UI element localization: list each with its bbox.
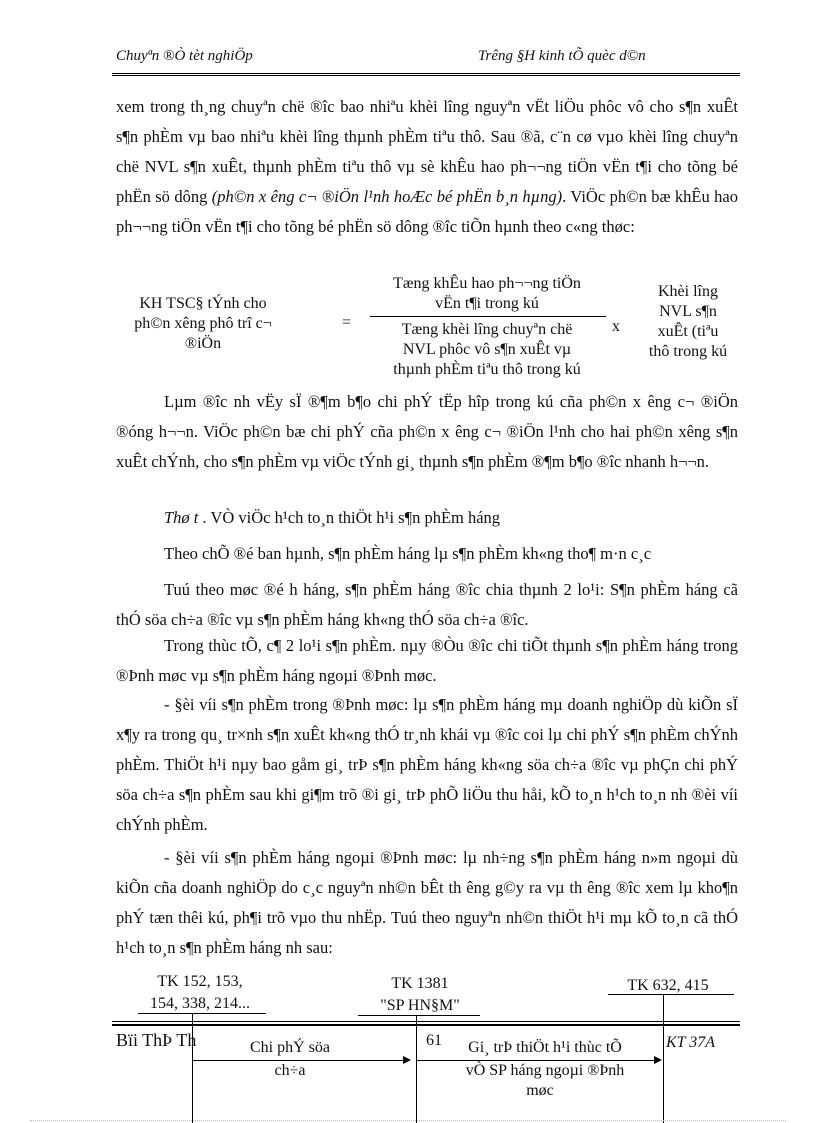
formula-rhs-line: thô trong kú xyxy=(648,343,728,360)
account-underline xyxy=(138,1013,266,1014)
paragraph-8: - §èi víi s¶n phÈm háng ngoµi ®Þnh møc: lµ nh÷ng s¶n phÈm háng n»m ngoµi dù kiÕn cña doanh nghiÖp do c¸c nguyªn nh©n bÊt th êng g©y ra vµ th êng ®îc xem lµ kho¶n phÝ tæn thêi kú, ph¶i trõ vµo thu nhËp. Tuú theo nguyªn nh©n thiÖt h¹i mµ kÕ to¸n cã thÓ h¹ch to¸n s¶n phÈm háng nh sau: xyxy=(116,848,738,957)
flow-label: ch÷a xyxy=(274,1062,306,1079)
account-label: TK 1381 xyxy=(391,975,449,992)
footer-author: Bïi ThÞ Th xyxy=(116,1030,197,1050)
paragraph-5: Tuú theo møc ®é h háng, s¶n phÈm háng ®îc chia thµnh 2 lo¹i: S¶n phÈm háng cã thÓ söa ch÷a ®îc vµ s¶n phÈm háng kh«ng thÓ söa ch÷a ®îc. xyxy=(116,580,738,629)
formula-numerator-line: vËn t¶i trong kú xyxy=(435,295,539,312)
formula-denominator-line: Tæng khèi lîng chuyªn chë xyxy=(401,321,573,338)
allocation-formula xyxy=(116,274,740,384)
t-account-line xyxy=(663,995,664,1123)
account-underline xyxy=(608,994,734,995)
formula-lhs-line: ®iÖn xyxy=(184,335,222,352)
section-heading xyxy=(116,503,738,533)
arrow-right-icon xyxy=(403,1056,411,1064)
t-account-line xyxy=(416,1016,417,1123)
account-underline xyxy=(358,1015,480,1016)
section-heading-italic: Thø t xyxy=(164,508,203,527)
formula-rhs-line: xuÊt (tiªu xyxy=(657,323,719,340)
footer-rule xyxy=(112,1021,740,1022)
header-title: Chuyªn ®Ò tèt nghiÖp xyxy=(116,48,253,64)
paragraph-1-text: xem trong th¸ng chuyªn chë ®îc bao nhiªu khèi lîng nguyªn vËt liÖu phôc vô cho s¶n xuÊt s¶n phÈm vµ bao nhiªu khèi lîng thµnh phÈm tiªu thô. Sau ®ã, c¨n cø vµo khèi lîng chuyªn chë NVL s¶n xuÊt, thµnh phÈm tiªu thô vµ sè khÊu hao ph¬¬ng tiÖn vËn t¶i cho tõng bé phËn sö dông xyxy=(116,97,738,206)
account-label: 154, 338, 214... xyxy=(150,995,250,1012)
flow-label: møc xyxy=(526,1082,554,1099)
formula-equals: = xyxy=(342,314,352,331)
page-edge xyxy=(30,1120,786,1121)
formula-denominator-line: thµnh phÈm tiªu thô trong kú xyxy=(393,361,581,378)
header-rule xyxy=(112,73,740,74)
paragraph-1-italic: (ph©n x êng c¬ ®iÖn l¹nh hoÆc bé phËn b¸n hµng) xyxy=(211,187,563,206)
header-rule-2 xyxy=(112,75,740,76)
section-heading-text: . VÒ viÖc h¹ch to¸n thiÖt h¹i s¶n phÈm háng xyxy=(202,508,501,527)
flow-label: Chi phÝ söa xyxy=(250,1039,330,1056)
account-label: TK 152, 153, xyxy=(157,973,243,990)
paragraph-2: Lµm ®îc nh vËy sÏ ®¶m b¶o chi phÝ tËp hîp trong kú cña ph©n x êng c¬ ®iÖn ®óng h¬¬n. ViÖc ph©n bæ chi phÝ cña ph©n x êng c¬ ®iÖn l¹nh cho hai ph©n xêng s¶n xuÊt chÝnh, cho s¶n phÈm vµ viÖc tÝnh gi¸ thµnh s¶n phÈm ®¶m b¶o ®îc nhanh h¬¬n. xyxy=(116,392,738,471)
paragraph-6: Trong thùc tÕ, c¶ 2 lo¹i s¶n phÈm. nµy ®Òu ®îc chi tiÕt thµnh s¶n phÈm háng trong ®Þnh møc vµ s¶n phÈm háng ngoµi ®Þnh møc. xyxy=(116,636,738,685)
formula-numerator-line: Tæng khÊu hao ph¬¬ng tiÖn xyxy=(393,275,581,292)
formula-denominator xyxy=(368,320,606,380)
paragraph-7: - §èi víi s¶n phÈm trong ®Þnh møc: lµ s¶n phÈm háng mµ doanh nghiÖp dù kiÕn sÏ x¶y ra trong qu¸ tr×nh s¶n xuÊt kh«ng thÓ tr¸nh khái vµ ®îc coi lµ chi phÝ s¶n phÈm chÝnh phÈm. ThiÖt h¹i nµy bao gåm gi¸ trÞ s¶n phÈm háng kh«ng söa ch÷a ®îc vµ phÇn chi phÝ söa ch÷a s¶n phÈm sau khi gi¶m trõ ®i gi¸ trÞ phÕ liÖu thu håi, kÕ to¸n h¹ch to¸n nh ®èi víi chÝnh phÈm. xyxy=(116,695,738,834)
flow-label: Gi¸ trÞ thiÖt h¹i thùc tÕ xyxy=(468,1039,622,1056)
header-university: Trêng §H kinh tÕ quèc d©n xyxy=(478,48,646,64)
fraction-bar xyxy=(370,316,606,317)
paragraph-4: Theo chÕ ®é ban hµnh, s¶n phÈm háng lµ s¶n phÈm kh«ng tho¶ m·n c¸c xyxy=(164,544,652,563)
formula-denominator-line: NVL phôc vô s¶n xuÊt vµ xyxy=(402,341,572,358)
formula-rhs-line: NVL s¶n xyxy=(659,303,717,320)
formula-numerator xyxy=(368,274,606,314)
formula-rhs-line: Khèi lîng xyxy=(658,283,718,300)
footer-rule-2 xyxy=(112,1024,740,1026)
formula-lhs-line: KH TSC§ tÝnh cho xyxy=(139,295,267,312)
formula-lhs xyxy=(128,294,278,354)
footer-class: KT 37A xyxy=(666,1034,716,1051)
formula-lhs-line: ph©n xêng phô trî c¬ xyxy=(134,315,272,332)
flow-label: vÒ SP háng ngoµi ®Þnh xyxy=(465,1062,625,1079)
page-number: 61 xyxy=(426,1032,442,1049)
account-label: "SP HN§M" xyxy=(380,997,460,1014)
account-label: TK 632, 415 xyxy=(627,977,709,994)
paragraph-1 xyxy=(116,92,738,242)
formula-rhs xyxy=(634,282,742,362)
formula-times: x xyxy=(612,318,620,335)
paragraph-1-end: . ViÖc ph©n bæ khÊu hao ph¬¬ng tiÖn vËn t¶i cho tõng bé phËn sö dông ®îc tiÕn hµnh theo c«ng thøc: xyxy=(116,187,738,236)
